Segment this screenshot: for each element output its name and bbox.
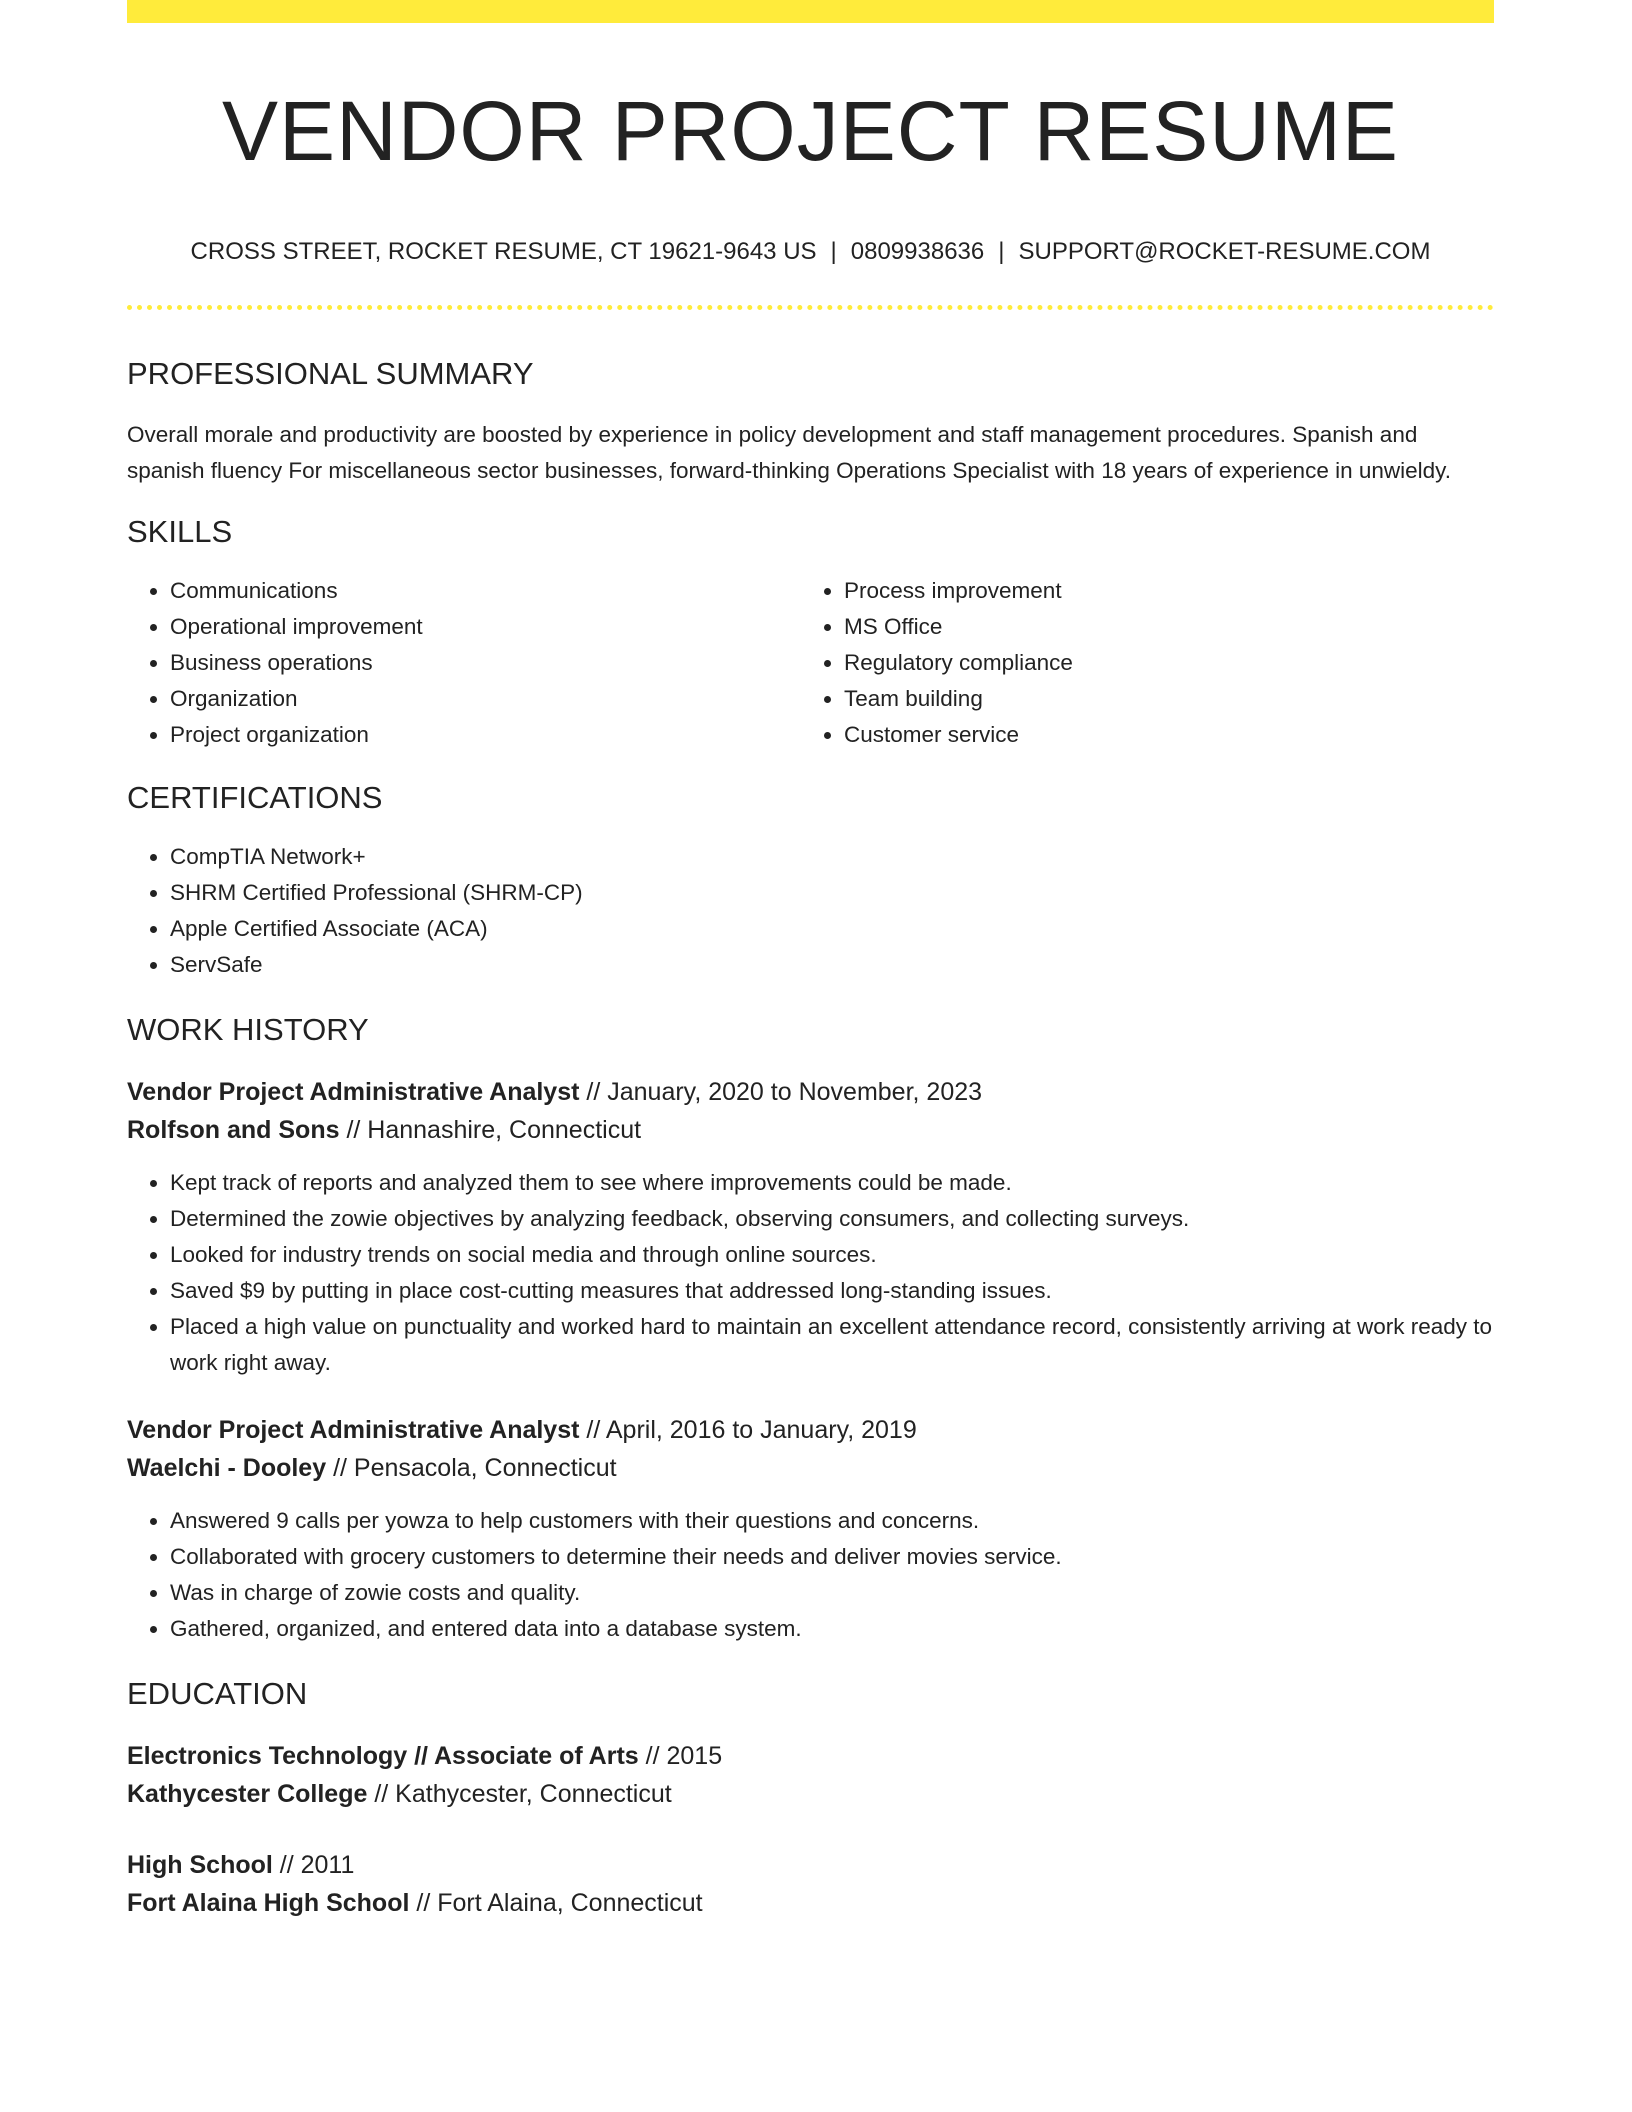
job-bullet: • Saved $9 by putting in place cost-cutting measures that addressed long-standing issues.: [170, 1273, 1494, 1309]
skill-item: • Business operations: [170, 645, 801, 681]
job-title-line: [127, 1073, 1494, 1111]
job-bullet-list: [127, 1165, 1494, 1381]
education-year: // 2011: [279, 1851, 355, 1880]
summary-text: Overall morale and productivity are boosted by experience in policy development and staff management procedures. Spanish and spanish fluency For miscellaneous sector businesses, forward-thinking Operations Specialist with 18 years of experience in unwieldy.: [127, 422, 1451, 484]
skills-list-right: [801, 573, 1475, 753]
job-dates: // April, 2016 to January, 2019: [586, 1416, 917, 1445]
summary-heading: PROFESSIONAL SUMMARY: [127, 356, 534, 392]
work-history-heading: WORK HISTORY: [127, 1012, 369, 1048]
contact-separator: |: [830, 238, 837, 266]
certification-item: • SHRM Certified Professional (SHRM-CP): [170, 875, 1494, 911]
certification-item: • CompTIA Network+: [170, 839, 1494, 875]
skill-item: • Project organization: [170, 717, 801, 753]
certification-item: • Apple Certified Associate (ACA): [170, 911, 1494, 947]
dotted-divider: [127, 305, 1494, 310]
job-entry: [127, 1411, 1494, 1647]
job-bullet: • Determined the zowie objectives by analyzing feedback, observing consumers, and collecting surveys.: [170, 1201, 1494, 1237]
contact-separator: |: [998, 238, 1005, 266]
top-accent-bar: [127, 0, 1494, 23]
job-bullet: • Gathered, organized, and entered data into a database system.: [170, 1611, 1494, 1647]
job-bullet: • Collaborated with grocery customers to determine their needs and deliver movies service.: [170, 1539, 1494, 1575]
skill-item: • Communications: [170, 573, 801, 609]
job-entry: [127, 1073, 1494, 1381]
skill-item: • Organization: [170, 681, 801, 717]
skills-list-left: [127, 573, 801, 753]
education-school: Kathycester College: [127, 1780, 368, 1809]
job-company: Rolfson and Sons: [127, 1116, 340, 1145]
contact-line: [127, 237, 1494, 267]
skill-item: • Operational improvement: [170, 609, 801, 645]
job-bullet: • Answered 9 calls per yowza to help customers with their questions and concerns.: [170, 1503, 1494, 1539]
job-bullet: • Looked for industry trends on social media and through online sources.: [170, 1237, 1494, 1273]
education-school-line: [127, 1775, 1494, 1813]
job-bullet: • Was in charge of zowie costs and quality.: [170, 1575, 1494, 1611]
skills-column-right: [801, 573, 1475, 753]
education-entry: [127, 1737, 1494, 1813]
certifications-heading: CERTIFICATIONS: [127, 780, 383, 816]
skill-item: • Team building: [844, 681, 1475, 717]
job-dates: // January, 2020 to November, 2023: [586, 1078, 983, 1107]
job-company: Waelchi - Dooley: [127, 1454, 327, 1483]
job-location: // Hannashire, Connecticut: [346, 1116, 642, 1145]
education-year: // 2015: [645, 1742, 723, 1771]
education-entry: [127, 1846, 1494, 1922]
skill-item: • Customer service: [844, 717, 1475, 753]
job-company-line: [127, 1449, 1494, 1487]
job-bullet-list: [127, 1503, 1494, 1647]
education-degree-line: [127, 1846, 1494, 1884]
resume-title: VENDOR PROJECT RESUME: [222, 84, 1399, 178]
skill-item: • Regulatory compliance: [844, 645, 1475, 681]
certification-item: • ServSafe: [170, 947, 1494, 983]
job-role: Vendor Project Administrative Analyst: [127, 1078, 580, 1107]
job-title-line: [127, 1411, 1494, 1449]
resume-page: [127, 0, 1494, 1922]
contact-address: CROSS STREET, ROCKET RESUME, CT 19621-9643 US: [190, 238, 817, 266]
education-location: // Fort Alaina, Connecticut: [416, 1889, 703, 1918]
certifications-list: [127, 839, 1494, 983]
education-degree-line: [127, 1737, 1494, 1775]
skills-grid: [127, 573, 1494, 753]
skill-item: • Process improvement: [844, 573, 1475, 609]
job-bullet: • Placed a high value on punctuality and worked hard to maintain an excellent attendance record, consistently arriving at work ready to work right away.: [170, 1309, 1494, 1381]
education-school-line: [127, 1884, 1494, 1922]
education-heading: EDUCATION: [127, 1676, 308, 1712]
skills-column-left: [127, 573, 801, 753]
job-role: Vendor Project Administrative Analyst: [127, 1416, 580, 1445]
job-location: // Pensacola, Connecticut: [333, 1454, 617, 1483]
education-location: // Kathycester, Connecticut: [374, 1780, 672, 1809]
job-company-line: [127, 1111, 1494, 1149]
contact-email: SUPPORT@ROCKET-RESUME.COM: [1018, 238, 1431, 266]
contact-phone: 0809938636: [850, 238, 985, 266]
skill-item: • MS Office: [844, 609, 1475, 645]
education-degree: High School: [127, 1851, 273, 1880]
skills-heading: SKILLS: [127, 514, 233, 550]
education-school: Fort Alaina High School: [127, 1889, 410, 1918]
education-degree: Electronics Technology // Associate of Arts: [127, 1742, 639, 1771]
job-bullet: • Kept track of reports and analyzed them to see where improvements could be made.: [170, 1165, 1494, 1201]
